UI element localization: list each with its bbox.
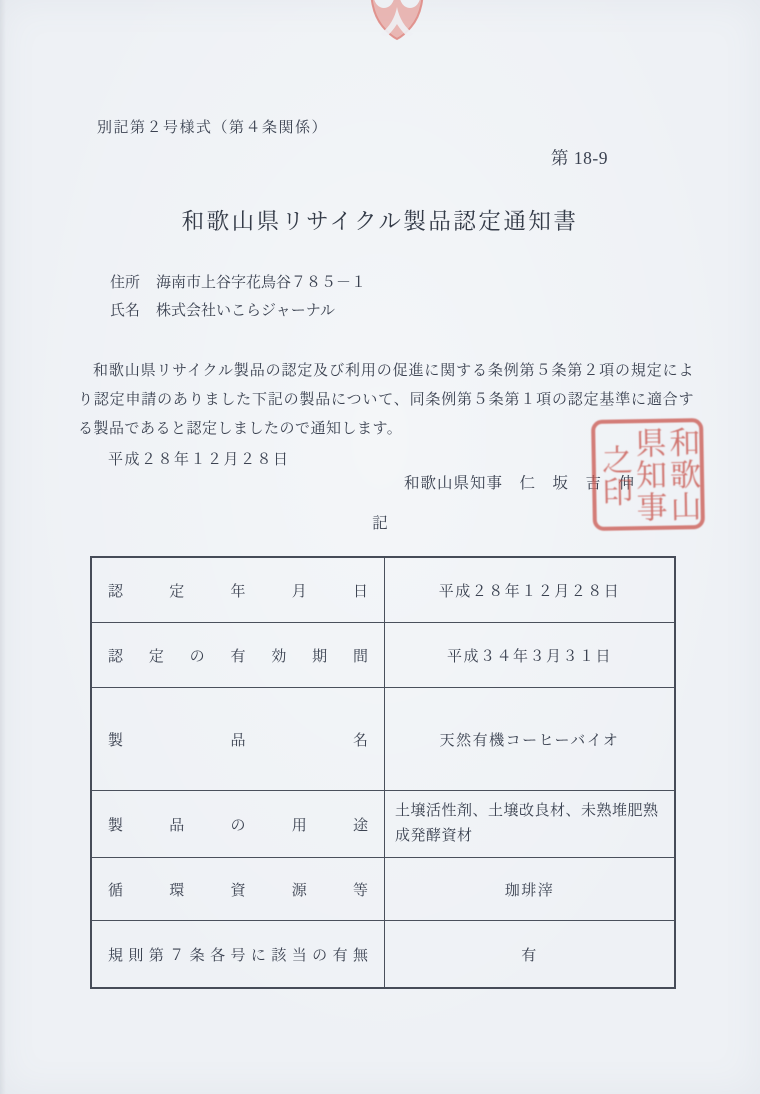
prefecture-crest-stamp-icon bbox=[366, 0, 428, 42]
row-value: 珈琲滓 bbox=[504, 882, 555, 899]
row-label-text: 製品の用途 bbox=[108, 817, 368, 834]
row-value: 天然有機コーヒーバイオ bbox=[439, 732, 620, 749]
body-paragraph: 和歌山県リサイクル製品の認定及び利用の促進に関する条例第５条第２項の規定により認定申請のありました下記の製品について、同条例第５条第１項の認定基準に適合する製品であると認定しましたので通知します。 bbox=[78, 363, 694, 437]
governor-seal-text: 和歌山県知事之印 bbox=[596, 425, 701, 523]
address-label: 住所 bbox=[110, 275, 141, 291]
address-value: 海南市上谷字花鳥谷７８５－１ bbox=[156, 275, 367, 291]
row-label-text: 循環資源等 bbox=[108, 882, 368, 899]
row-value: 平成３４年３月３１日 bbox=[446, 648, 612, 665]
row-value: 平成２８年１２月２８日 bbox=[438, 583, 621, 600]
row-label bbox=[92, 921, 385, 987]
table-row-recycled-resource bbox=[92, 857, 674, 920]
table-row-product-name bbox=[92, 687, 674, 790]
table-row-product-use bbox=[92, 790, 674, 857]
name-value: 株式会社いこらジャーナル bbox=[156, 303, 335, 319]
row-label-text: 認定の有効期間 bbox=[108, 648, 368, 665]
row-label bbox=[92, 558, 385, 622]
document-title: 和歌山県リサイクル製品認定通知書 bbox=[181, 209, 579, 234]
record-marker: 記 bbox=[372, 515, 388, 532]
row-label-text: 製品名 bbox=[108, 732, 368, 749]
issuer-governor-name: 和歌山県知事 仁 坂 吉 伸 bbox=[404, 475, 636, 492]
recipient-address-line bbox=[110, 269, 366, 297]
recipient-block bbox=[110, 269, 366, 325]
row-value: 土壌活性剤、土壌改良材、未熟堆肥熟成発酵資材 bbox=[395, 803, 659, 844]
table-row-certification-date bbox=[92, 558, 674, 622]
table-row-article7-applicability bbox=[92, 920, 674, 987]
issue-date: 平成２８年１２月２８日 bbox=[108, 452, 290, 468]
name-label: 氏名 bbox=[110, 303, 141, 319]
row-label bbox=[92, 791, 385, 857]
row-label-text: 規則第７条各号に該当の有無 bbox=[108, 947, 368, 964]
row-label bbox=[92, 858, 385, 920]
row-label-text: 認定年月日 bbox=[108, 583, 368, 600]
row-value: 有 bbox=[521, 947, 538, 964]
recipient-name-line bbox=[110, 297, 366, 325]
form-reference-note: 別記第２号様式（第４条関係） bbox=[97, 120, 329, 136]
document-number: 第 18-9 bbox=[551, 148, 608, 168]
table-row-validity-period bbox=[92, 622, 674, 687]
certification-table bbox=[90, 556, 676, 989]
row-label bbox=[92, 688, 385, 790]
row-label bbox=[92, 623, 385, 687]
